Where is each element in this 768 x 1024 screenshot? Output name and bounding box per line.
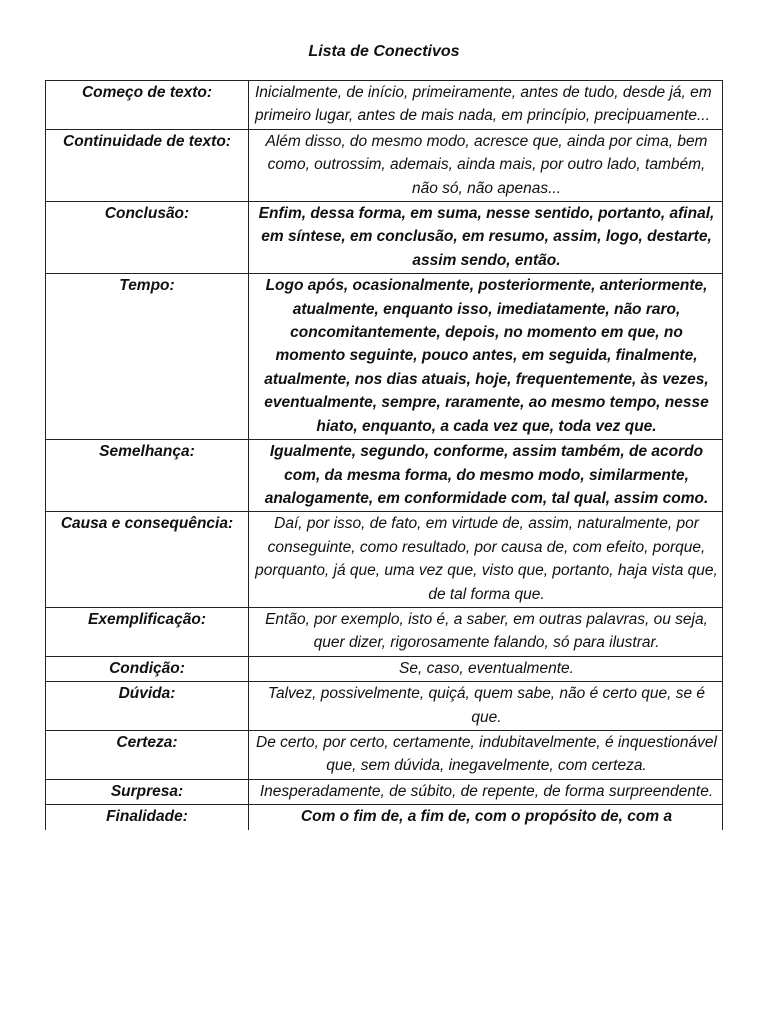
category-cell: Começo de texto:: [46, 81, 249, 130]
category-cell: Condição:: [46, 656, 249, 681]
connectives-cell: Inesperadamente, de súbito, de repente, de forma surpreendente.: [249, 779, 723, 804]
category-cell: Finalidade:: [46, 805, 249, 830]
table-row-condicao: [46, 656, 723, 681]
table-row-duvida: [46, 682, 723, 731]
connectives-table: [45, 80, 723, 830]
table-row-exemplificacao: [46, 607, 723, 656]
table-row-finalidade: [46, 805, 723, 830]
table-row-continuidade: [46, 129, 723, 201]
table-row-conclusao: [46, 202, 723, 274]
table-row-semelhanca: [46, 440, 723, 512]
category-cell: Semelhança:: [46, 440, 249, 512]
category-cell: Conclusão:: [46, 202, 249, 274]
connectives-cell: Então, por exemplo, isto é, a saber, em outras palavras, ou seja, quer dizer, rigorosamente falando, só para ilustrar.: [249, 607, 723, 656]
category-cell: Dúvida:: [46, 682, 249, 731]
category-cell: Tempo:: [46, 274, 249, 440]
page-title: Lista de Conectivos: [308, 43, 460, 60]
table-row-causa: [46, 512, 723, 608]
category-cell: Surpresa:: [46, 779, 249, 804]
table-row-tempo: [46, 274, 723, 440]
connectives-cell: Enfim, dessa forma, em suma, nesse sentido, portanto, afinal, em síntese, em conclusão, em resumo, assim, logo, destarte, assim sendo, então.: [249, 202, 723, 274]
connectives-cell: Logo após, ocasionalmente, posteriormente, anteriormente, atualmente, enquanto isso, imediatamente, não raro, concomitantemente, depois, no momento em que, no momento seguinte, pouco antes, em seguida, finalmente, atualmente, nos dias atuais, hoje, frequentemente, às vezes, eventualmente, sempre, raramente, ao mesmo tempo, nesse hiato, enquanto, a cada vez que, toda vez que.: [249, 274, 723, 440]
connectives-cell: Com o fim de, a fim de, com o propósito de, com a: [249, 805, 723, 830]
table-row-comeco: [46, 81, 723, 130]
category-cell: Causa e consequência:: [46, 512, 249, 608]
connectives-cell: Além disso, do mesmo modo, acresce que, ainda por cima, bem como, outrossim, ademais, ainda mais, por outro lado, também, não só, não apenas...: [249, 129, 723, 201]
connectives-cell: Talvez, possivelmente, quiçá, quem sabe, não é certo que, se é que.: [249, 682, 723, 731]
table-row-surpresa: [46, 779, 723, 804]
connectives-cell: De certo, por certo, certamente, indubitavelmente, é inquestionável que, sem dúvida, inegavelmente, com certeza.: [249, 730, 723, 779]
category-cell: Certeza:: [46, 730, 249, 779]
connectives-cell: Daí, por isso, de fato, em virtude de, assim, naturalmente, por conseguinte, como resultado, por causa de, com efeito, porque, porquanto, já que, uma vez que, visto que, portanto, haja vista que, de tal forma que.: [249, 512, 723, 608]
connectives-cell: Igualmente, segundo, conforme, assim também, de acordo com, da mesma forma, do mesmo modo, similarmente, analogamente, em conformidade com, tal qual, assim como.: [249, 440, 723, 512]
connectives-cell: Se, caso, eventualmente.: [249, 656, 723, 681]
category-cell: Exemplificação:: [46, 607, 249, 656]
table-row-certeza: [46, 730, 723, 779]
category-cell: Continuidade de texto:: [46, 129, 249, 201]
connectives-cell: Inicialmente, de início, primeiramente, antes de tudo, desde já, em primeiro lugar, antes de mais nada, em princípio, precipuamente...: [249, 81, 723, 130]
